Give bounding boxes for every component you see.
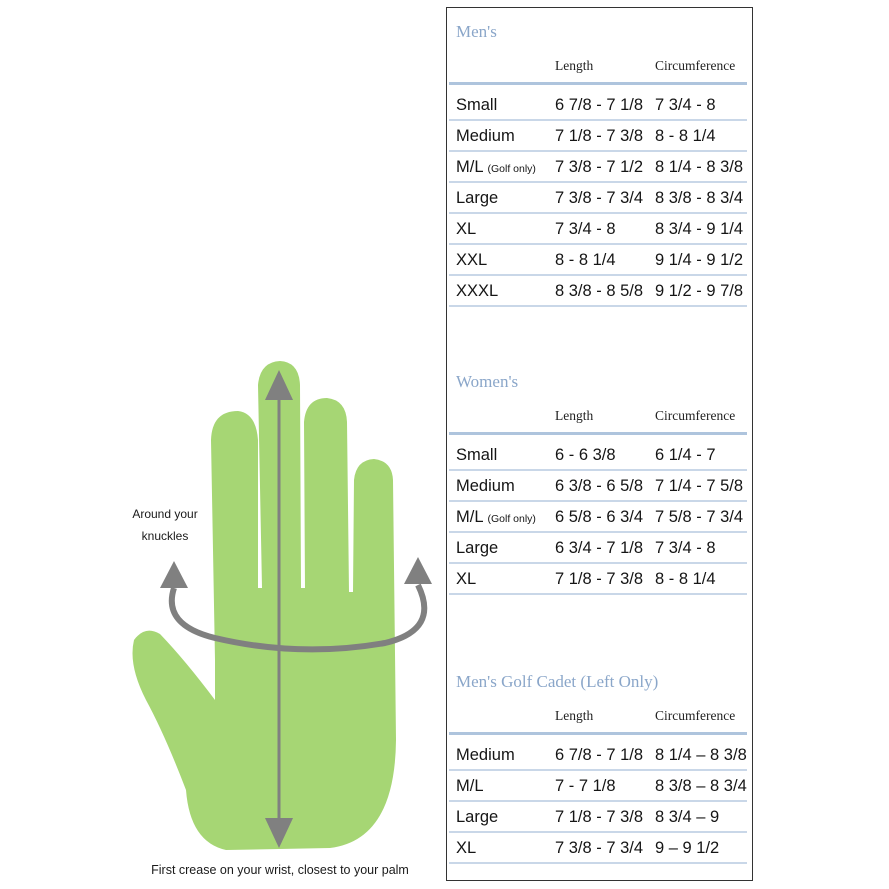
section-title: Women's: [456, 372, 519, 391]
section-title: Men's Golf Cadet (Left Only): [456, 672, 659, 691]
size-label: [456, 189, 498, 208]
length-value: 7 3/8 - 7 3/4: [555, 839, 644, 857]
size-label: [456, 477, 515, 496]
circumference-value: 8 3/8 - 8 3/4: [655, 189, 744, 207]
size-name: Medium: [456, 477, 515, 495]
circumference-value: 7 3/4 - 8: [655, 96, 716, 114]
length-value: 7 1/8 - 7 3/8: [555, 808, 644, 826]
size-name: XL: [456, 220, 477, 238]
size-label: [456, 446, 497, 465]
circumference-value: 8 - 8 1/4: [655, 570, 716, 588]
length-value: 6 - 6 3/8: [555, 446, 616, 464]
arrowhead-right: [404, 557, 432, 584]
length-value: 6 5/8 - 6 3/4: [555, 508, 644, 526]
table-row: [447, 183, 752, 214]
circumference-value: 7 3/4 - 8: [655, 539, 716, 557]
length-value: 7 - 7 1/8: [555, 777, 616, 795]
length-column-header: Length: [555, 408, 594, 423]
length-value: 7 3/8 - 7 3/4: [555, 189, 644, 207]
size-name: XXXL: [456, 282, 499, 300]
length-column-header: Length: [555, 708, 594, 723]
size-label: [456, 251, 487, 270]
length-value: 6 7/8 - 7 1/8: [555, 96, 644, 114]
circumference-value: 7 5/8 - 7 3/4: [655, 508, 744, 526]
header-divider: [449, 82, 747, 85]
circumference-value: 8 1/4 - 8 3/8: [655, 158, 744, 176]
size-label: [456, 158, 536, 177]
circumference-value: 9 1/4 - 9 1/2: [655, 251, 744, 269]
size-name: XXL: [456, 251, 488, 269]
table-row: [447, 802, 752, 833]
table-row: [447, 771, 752, 802]
size-name: Medium: [456, 746, 515, 764]
length-value: 7 3/4 - 8: [555, 220, 616, 238]
size-name: M/L: [456, 158, 483, 176]
row-divider: [449, 593, 747, 595]
circumference-value: 8 3/4 – 9: [655, 808, 720, 826]
circumference-value: 9 – 9 1/2: [655, 839, 720, 857]
arrowhead-left: [160, 561, 188, 588]
circumference-value: 8 3/4 - 9 1/4: [655, 220, 744, 238]
length-value: 7 1/8 - 7 3/8: [555, 127, 644, 145]
size-label: [456, 746, 515, 765]
size-label: [456, 777, 484, 796]
circumference-value: 6 1/4 - 7: [655, 446, 716, 464]
circumference-column-header: Circumference: [655, 58, 736, 73]
size-note: (Golf only): [487, 163, 536, 175]
table-row: [447, 90, 752, 121]
size-name: XL: [456, 839, 477, 857]
length-value: 7 3/8 - 7 1/2: [555, 158, 644, 176]
table-row: [447, 276, 752, 307]
circumference-value: 8 - 8 1/4: [655, 127, 716, 145]
length-value: 8 3/8 - 8 5/8: [555, 282, 644, 300]
size-name: Large: [456, 808, 499, 826]
table-row: [447, 740, 752, 771]
circumference-value: 7 1/4 - 7 5/8: [655, 477, 744, 495]
size-label: [456, 508, 536, 527]
size-name: Large: [456, 539, 499, 557]
header-divider: [449, 732, 747, 735]
circumference-column-header: Circumference: [655, 408, 736, 423]
knuckles-caption: Around your knuckles: [132, 507, 198, 543]
size-name: M/L: [456, 777, 484, 795]
size-label: [456, 570, 476, 589]
table-row: [447, 471, 752, 502]
table-row: [447, 245, 752, 276]
header-divider: [449, 432, 747, 435]
table-row: [447, 502, 752, 533]
table-row: [447, 214, 752, 245]
size-note: (Golf only): [487, 513, 536, 525]
table-row: [447, 121, 752, 152]
table-row: [447, 440, 752, 471]
wrist-caption: First crease on your wrist, closest to your palm: [151, 863, 409, 877]
table-row: [447, 152, 752, 183]
circumference-column-header: Circumference: [655, 708, 736, 723]
size-label: [456, 539, 498, 558]
size-label: [456, 127, 515, 146]
size-name: Medium: [456, 127, 515, 145]
size-label: [456, 96, 497, 115]
size-name: Small: [456, 446, 498, 464]
circumference-value: 8 3/8 – 8 3/4: [655, 777, 747, 795]
section-title: Men's: [456, 22, 497, 41]
table-row: [447, 833, 752, 864]
length-column-header: Length: [555, 58, 594, 73]
size-label: [456, 220, 476, 239]
size-label: [456, 839, 476, 858]
size-chart-table: [446, 7, 753, 881]
size-label: [456, 282, 498, 301]
size-name: M/L: [456, 508, 483, 526]
length-value: 6 3/8 - 6 5/8: [555, 477, 644, 495]
circumference-value: 8 1/4 – 8 3/8: [655, 746, 747, 764]
row-divider: [449, 305, 747, 307]
row-divider: [449, 862, 747, 864]
table-row: [447, 533, 752, 564]
length-value: 8 - 8 1/4: [555, 251, 616, 269]
size-name: Large: [456, 189, 499, 207]
circumference-value: 9 1/2 - 9 7/8: [655, 282, 744, 300]
length-value: 6 3/4 - 7 1/8: [555, 539, 644, 557]
length-value: 7 1/8 - 7 3/8: [555, 570, 644, 588]
size-name: Small: [456, 96, 498, 114]
size-name: XL: [456, 570, 477, 588]
size-label: [456, 808, 498, 827]
table-row: [447, 564, 752, 595]
length-value: 6 7/8 - 7 1/8: [555, 746, 644, 764]
